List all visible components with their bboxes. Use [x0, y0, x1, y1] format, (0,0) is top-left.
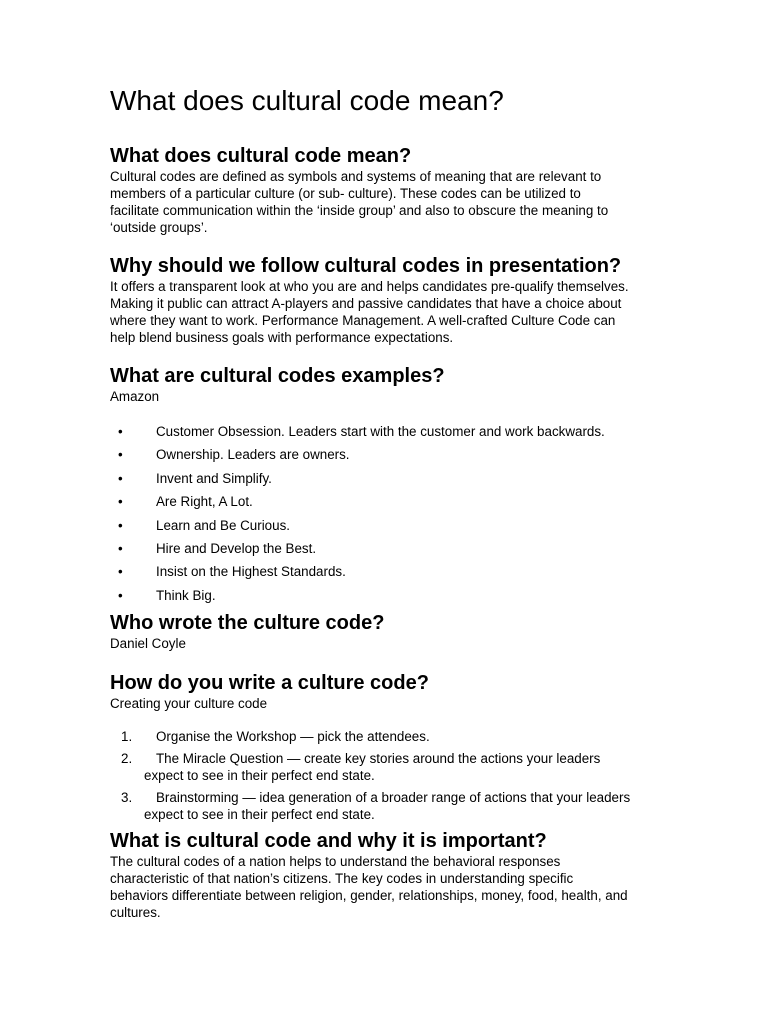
document-title: What does cultural code mean?	[110, 85, 504, 116]
section-heading: What are cultural codes examples?	[110, 365, 445, 387]
list-item-text-continued: expect to see in their perfect end state.	[144, 807, 375, 822]
section-heading: Who wrote the culture code?	[110, 612, 385, 634]
list-item-text: Think Big.	[156, 587, 216, 603]
paragraph	[110, 853, 720, 921]
bullet-icon: •	[118, 587, 123, 603]
list-item	[110, 728, 720, 745]
section-cultural-code-meaning	[110, 144, 720, 236]
list-item-text: Learn and Be Curious.	[156, 517, 290, 533]
section-heading: How do you write a culture code?	[110, 672, 429, 694]
answer-text: Daniel Coyle	[110, 636, 186, 651]
list-number: 2.	[121, 751, 133, 766]
bullet-icon: •	[118, 517, 123, 533]
bullet-icon: •	[118, 470, 123, 486]
section-how-to-write	[110, 671, 720, 828]
section-heading: What does cultural code mean?	[110, 145, 412, 167]
section-heading: What is cultural code and why it is important?	[110, 830, 547, 852]
paragraph-line: where they want to work. Performance Management. A well-crafted Culture Code can	[110, 313, 616, 328]
list-item	[110, 563, 720, 586]
bullet-icon: •	[118, 494, 123, 510]
list-item-text: Brainstorming — idea generation of a broader range of actions that your leaders	[156, 790, 631, 805]
paragraph-line: characteristic of that nation’s citizens. The key codes in understanding specific	[110, 871, 574, 886]
list-item-text: Are Right, A Lot.	[156, 494, 253, 510]
intro-text: Creating your culture code	[110, 696, 268, 711]
list-item-text: Invent and Simplify.	[156, 470, 272, 486]
list-item	[110, 470, 720, 493]
paragraph-line: cultures.	[110, 905, 161, 920]
section-who-wrote	[110, 611, 720, 652]
numbered-list	[110, 728, 720, 823]
list-item	[110, 423, 720, 446]
section-heading: Why should we follow cultural codes in presentation?	[110, 255, 622, 277]
section-code-examples	[110, 364, 720, 610]
list-number: 3.	[121, 790, 133, 805]
paragraph-line: Making it public can attract A-players and passive candidates that have a choice about	[110, 296, 622, 311]
bullet-icon: •	[118, 540, 123, 556]
paragraph-line: members of a particular culture (or sub- culture). These codes can be utilized to	[110, 186, 581, 201]
list-item-text-continued: expect to see in their perfect end state.	[144, 768, 375, 783]
paragraph-line: behaviors differentiate between religion, gender, relationships, money, food, health, and	[110, 888, 628, 903]
paragraph-line: help blend business goals with performance expectations.	[110, 330, 454, 345]
section-why-important	[110, 829, 720, 921]
list-item	[110, 540, 720, 563]
paragraph-line: The cultural codes of a nation helps to understand the behavioral responses	[110, 854, 561, 869]
paragraph-line: ‘outside groups’.	[110, 220, 208, 235]
list-item	[110, 750, 720, 784]
section-why-follow-codes	[110, 254, 720, 346]
paragraph	[110, 278, 720, 346]
paragraph-line: facilitate communication within the ‘inside group’ and also to obscure the meaning to	[110, 203, 609, 218]
list-item-text: Ownership. Leaders are owners.	[156, 447, 350, 463]
intro-text: Amazon	[110, 389, 160, 404]
list-item-text: The Miracle Question — create key stories around the actions your leaders	[156, 751, 601, 766]
list-item-text: Customer Obsession. Leaders start with the customer and work backwards.	[156, 424, 605, 439]
list-item	[110, 493, 720, 516]
list-item-text: Insist on the Highest Standards.	[156, 564, 346, 580]
list-number: 1.	[121, 729, 133, 744]
list-item	[110, 587, 720, 610]
list-item	[110, 789, 720, 823]
list-item-text: Hire and Develop the Best.	[156, 540, 317, 556]
bullet-icon: •	[118, 564, 123, 580]
list-item	[110, 446, 720, 469]
list-item	[110, 517, 720, 540]
bullet-icon: •	[118, 447, 123, 463]
list-item-text: Organise the Workshop — pick the attendees.	[156, 729, 430, 744]
paragraph-line: Cultural codes are defined as symbols and systems of meaning that are relevant to	[110, 169, 602, 184]
bullet-list	[110, 423, 720, 610]
paragraph-line: It offers a transparent look at who you are and helps candidates pre-qualify themselves.	[110, 279, 629, 294]
bullet-icon: •	[118, 424, 123, 439]
paragraph	[110, 168, 720, 236]
